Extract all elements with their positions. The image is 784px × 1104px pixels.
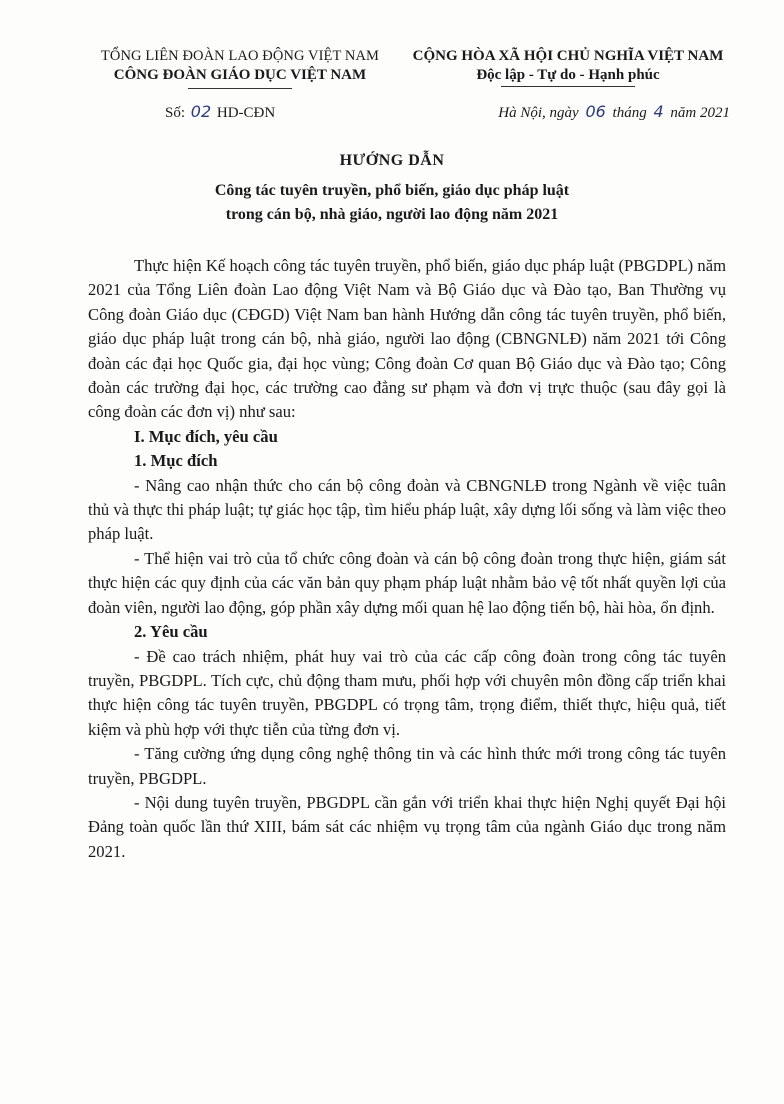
date-month-label: tháng — [612, 105, 647, 121]
nation-name: CỘNG HÒA XÃ HỘI CHỦ NGHĨA VIỆT NAM — [412, 48, 724, 64]
subsection-heading-purpose: 1. Mục đích — [134, 451, 218, 471]
intro-paragraph: Thực hiện Kế hoạch công tác tuyên truyền, phổ biến, giáo dục pháp luật (PBGDPL) năm 2021 của Tổng Liên đoàn Lao động Việt Nam và Bộ Giáo dục và Đào tạo, Ban Thường vụ Công đoàn Giáo dục (CĐGD) Việt Nam ban hành Hướng dẫn công tác tuyên truyền, phổ biến, giáo dục pháp luật trong cán bộ, nhà giáo, người lao động (CBNGNLĐ) năm 2021 tới Công đoàn các đại học Quốc gia, đại học vùng; Công đoàn Cơ quan Bộ Giáo dục và Đào tạo; Công đoàn các trường đại học, các trường cao đẳng sư phạm và đơn vị trực thuộc (sau đây gọi là công đoàn các đơn vị) như sau: — [88, 256, 726, 422]
title-subject-line-1: Công tác tuyên truyền, phổ biến, giáo dục pháp luật — [214, 182, 570, 199]
national-motto: Độc lập - Tự do - Hạnh phúc — [476, 67, 660, 83]
document-title — [0, 150, 784, 227]
title-subject-line-2: trong cán bộ, nhà giáo, người lao động năm 2021 — [225, 206, 559, 223]
document-number — [165, 102, 275, 122]
document-date — [498, 102, 730, 122]
organization-underline — [188, 88, 292, 89]
date-year: năm 2021 — [670, 105, 730, 121]
document-number-suffix: HD-CĐN — [216, 105, 276, 121]
motto-underline — [501, 86, 635, 87]
requirement-paragraph-3: - Nội dung tuyên truyền, PBGDPL cần gắn với triển khai thực hiện Nghị quyết Đại hội Đảng toàn quốc lần thứ XIII, bám sát các nhiệm vụ trọng tâm của ngành Giáo dục trong năm 2021. — [88, 792, 726, 861]
purpose-paragraph-1: - Nâng cao nhận thức cho cán bộ công đoàn và CBNGNLĐ trong Ngành về việc tuân thủ và thực thi pháp luật; tự giác học tập, tìm hiểu pháp luật, xây dựng lối sống và làm việc theo pháp luật. — [88, 475, 726, 544]
parent-organization: TỔNG LIÊN ĐOÀN LAO ĐỘNG VIỆT NAM — [100, 48, 380, 64]
date-prefix: Hà Nội, ngày — [498, 105, 579, 121]
section-heading-purpose-requirements: I. Mục đích, yêu cầu — [134, 426, 278, 446]
document-number-prefix: Số: — [165, 105, 186, 121]
document-body — [88, 254, 726, 864]
date-month-handwritten: 4 — [653, 102, 664, 121]
date-day-handwritten: 06 — [585, 102, 606, 121]
organization-name: CÔNG ĐOÀN GIÁO DỤC VIỆT NAM — [113, 67, 367, 83]
national-header — [398, 47, 738, 87]
title-type: HƯỚNG DẪN — [339, 152, 445, 169]
issuing-organization — [80, 47, 400, 89]
requirement-paragraph-2: - Tăng cường ứng dụng công nghệ thông tin và các hình thức mới trong công tác tuyên truyền, PBGDPL. — [88, 744, 726, 788]
subsection-heading-requirements: 2. Yêu cầu — [134, 622, 208, 642]
requirement-paragraph-1: - Đề cao trách nhiệm, phát huy vai trò của các cấp công đoàn trong công tác tuyên truyền, PBGDPL. Tích cực, chủ động tham mưu, phối hợp với chuyên môn đồng cấp triển khai thực hiện công tác tuyên truyền, PBGDPL có trọng tâm, trọng điểm, thiết thực, hiệu quả, tiết kiệm và phù hợp với thực tiễn của từng đơn vị. — [88, 646, 726, 739]
document-number-handwritten: 02 — [190, 102, 212, 121]
purpose-paragraph-2: - Thể hiện vai trò của tổ chức công đoàn và cán bộ công đoàn trong thực hiện, giám sát thực hiện các quy định của các văn bản quy phạm pháp luật nhằm bảo vệ tốt nhất quyền lợi của đoàn viên, người lao động, góp phần xây dựng mối quan hệ lao động tiến bộ, hài hòa, ổn định. — [88, 548, 726, 617]
